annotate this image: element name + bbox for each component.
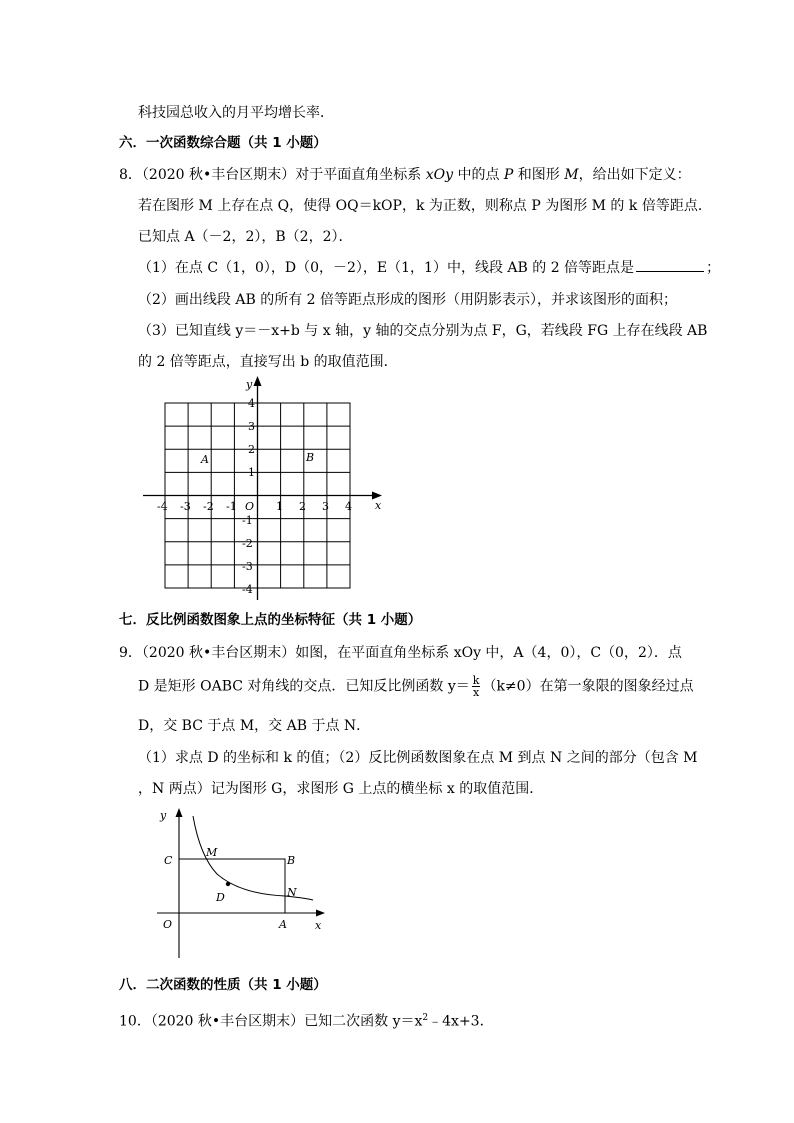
y-tick: 4 <box>248 397 255 410</box>
y-tick: 3 <box>248 420 255 433</box>
x-axis-arrow-icon <box>316 910 325 917</box>
b-label: B <box>287 854 296 867</box>
y-tick: -3 <box>242 560 253 573</box>
point-b-label: B <box>306 451 315 464</box>
c-label: C <box>164 854 173 867</box>
y-tick: -4 <box>242 583 253 596</box>
point-a-label: A <box>201 453 209 466</box>
y-tick-labels <box>242 397 255 596</box>
q8-part1: （1）在点 C（1，0），D（0，－2），E（1，1）中，线段 AB 的 2 倍等距点是 ； <box>138 260 721 276</box>
rectangle-oabc <box>179 859 285 913</box>
y-tick: 1 <box>248 466 255 479</box>
y-axis-arrow-icon <box>254 376 262 386</box>
y-axis-label: y <box>246 378 253 391</box>
q9-line2: D 是矩形 OABC 对角线的交点．已知反比例函数 y＝ $\frac{k}{x}$ （k≠0）在第一象限的图象经过点 <box>138 674 694 699</box>
intro-line: 科技园总收入的月平均增长率． <box>138 105 334 121</box>
q8-line2: 若在图形 M 上存在点 Q，使得 OQ＝kOP，k 为正数，则称点 P 为图形 M 的 k 倍等距点． <box>138 198 712 214</box>
x-label: x <box>315 919 322 932</box>
x-tick: 2 <box>299 500 306 513</box>
section8-heading: 八．二次函数的性质（共 1 小题） <box>119 977 327 993</box>
q8-line1: 8．（2020 秋•丰台区期末）对于平面直角坐标系 xOy 中的点 P 和图形 M，给出如下定义： <box>119 167 691 183</box>
n-label: N <box>287 886 297 899</box>
section6-heading: 六．一次函数综合题（共 1 小题） <box>119 135 327 151</box>
m-label: M <box>206 846 218 859</box>
answer-blank <box>636 258 704 272</box>
d-label: D <box>216 891 225 904</box>
rect-figure <box>155 806 335 964</box>
q9-line1: 9．（2020 秋•丰台区期末）如图，在平面直角坐标系 xOy 中，A（4，0），C（0，2）．点 <box>119 645 682 661</box>
q9-line4: （1）求点 D 的坐标和 k 的值；（2）反比例函数图象在点 M 到点 N 之间的部分（包含 M <box>138 750 698 766</box>
x-tick: -2 <box>203 500 214 513</box>
o-label: O <box>163 918 173 931</box>
grid-figure <box>138 374 388 606</box>
q8-part3-cont: 的 2 倍等距点，直接写出 b 的取值范围． <box>138 354 398 370</box>
q9-line5: ，N 两点）记为图形 G，求图形 G 上点的横坐标 x 的取值范围． <box>138 781 544 797</box>
origin-label: O <box>245 500 255 513</box>
q8-part3: （3）已知直线 y＝－x+b 与 x 轴，y 轴的交点分别为点 F，G，若线段 FG 上存在线段 AB <box>138 323 708 339</box>
y-tick: 2 <box>248 443 255 456</box>
q10-line1: 10．（2020 秋•丰台区期末）已知二次函数 $y=x^2﹣4x+3$． <box>119 1013 494 1030</box>
y-tick: -2 <box>242 537 253 550</box>
x-tick-labels <box>157 500 352 513</box>
q8-line3: 已知点 A（－2，2），B（2，2）． <box>138 229 353 245</box>
y-tick: -1 <box>242 514 253 527</box>
x-tick: 1 <box>276 500 283 513</box>
y-axis-arrow-icon <box>176 808 183 817</box>
x-tick: 4 <box>345 500 352 513</box>
fraction: $\frac{k}{x}$ <box>472 674 480 699</box>
x-tick: -4 <box>157 500 168 513</box>
x-tick: 3 <box>322 500 329 513</box>
q9-line3: D，交 BC 于点 M，交 AB 于点 N． <box>138 718 371 734</box>
y-label: y <box>160 809 167 822</box>
q8-part2: （2）画出线段 AB 的所有 2 倍等距点形成的图形（用阴影表示），并求该图形的面积； <box>138 292 678 308</box>
point-d-dot <box>226 882 230 886</box>
x-tick: -1 <box>226 500 237 513</box>
a-label: A <box>279 918 287 931</box>
x-axis-label: x <box>375 499 382 512</box>
x-tick: -3 <box>180 500 191 513</box>
section7-heading: 七．反比例函数图象上点的坐标特征（共 1 小题） <box>119 612 422 628</box>
